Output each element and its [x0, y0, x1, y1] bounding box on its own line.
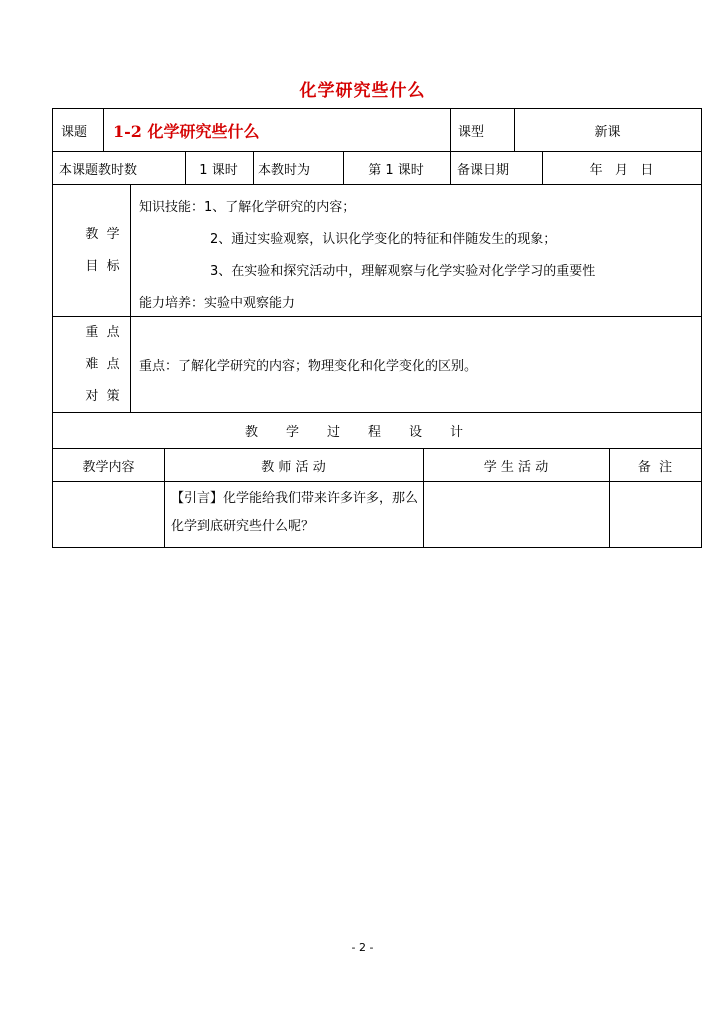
- process-section-title: 教学过程设计: [244, 425, 491, 440]
- objectives-label-line: 教 学: [85, 226, 120, 242]
- key-points-label-line: 重 点: [85, 324, 120, 340]
- prep-date-label: 备课日期: [457, 162, 510, 178]
- prep-date-value: 年 月 日: [589, 162, 654, 178]
- column-header-content: 教学内容: [82, 459, 135, 475]
- objective-line: 3、在实验和探究活动中，理解观察与化学实验对化学学习的重要性: [210, 264, 596, 279]
- objectives-row: [52, 185, 702, 317]
- objectives-label-line: 目 标: [85, 258, 120, 274]
- objective-line: 2、通过实验观察，认识化学变化的特征和伴随发生的现象；: [210, 232, 557, 247]
- this-is-label: 本教时为: [258, 162, 311, 178]
- page-number: - 2 -: [351, 941, 374, 954]
- topic-label: 课题: [61, 124, 88, 140]
- table-row: [52, 482, 702, 548]
- document-title: 化学研究些什么: [299, 81, 426, 101]
- row-student-cell: [423, 482, 609, 547]
- key-points-label: [53, 317, 130, 412]
- objectives-label: [53, 185, 130, 316]
- type-label: 课型: [458, 124, 485, 140]
- topic-row: [52, 108, 702, 152]
- key-points-content: 重点：了解化学研究的内容；物理变化和化学变化的区别。: [139, 359, 478, 374]
- objective-line: 知识技能：1、了解化学研究的内容；: [139, 200, 356, 215]
- row-content-cell: [53, 482, 164, 547]
- key-points-label-line: 难 点: [85, 356, 120, 372]
- column-header-note: 备 注: [637, 459, 673, 475]
- row-note-cell: [609, 482, 701, 547]
- lesson-plan-table: [52, 108, 702, 548]
- key-points-row: [52, 317, 702, 413]
- objective-line: 能力培养：实验中观察能力: [139, 296, 296, 311]
- key-points-label-line: 对 策: [85, 388, 120, 404]
- type-value: 新课: [594, 124, 621, 140]
- process-header-row: [52, 449, 702, 482]
- hours-row: [52, 152, 702, 185]
- row-teacher-cell: 【引言】化学能给我们带来许多许多，那么化学到底研究些什么呢？: [171, 491, 419, 534]
- process-title-row: [52, 413, 702, 449]
- topic-value: 1-2 化学研究些什么: [113, 121, 260, 141]
- this-is-value: 第 1 课时: [368, 162, 424, 178]
- total-hours-label: 本课题教时数: [59, 162, 138, 178]
- column-header-student: 学 生 活 动: [483, 459, 549, 475]
- column-header-teacher: 教 师 活 动: [261, 459, 326, 475]
- total-hours-value: 1 课时: [199, 162, 238, 178]
